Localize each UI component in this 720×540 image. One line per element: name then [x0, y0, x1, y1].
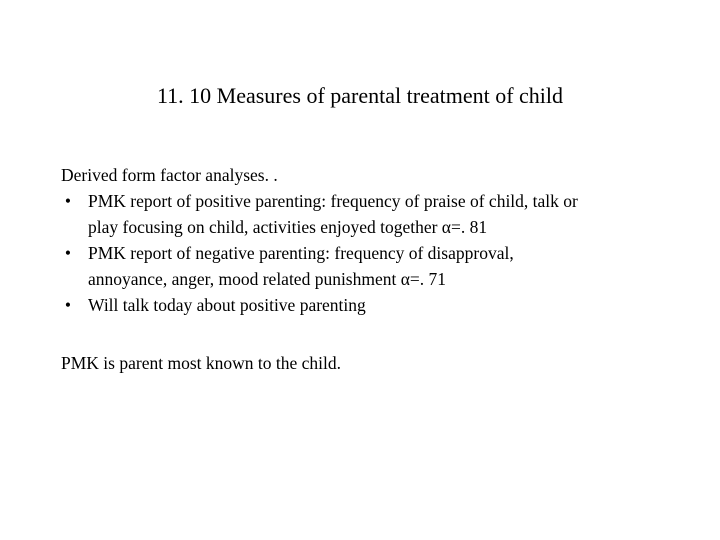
- footnote-text: PMK is parent most known to the child.: [61, 353, 341, 373]
- bullet-icon: •: [64, 295, 72, 315]
- bullet-icon: •: [64, 191, 72, 211]
- bullet-item-negative-parenting: [61, 240, 681, 292]
- bullet-item-talk-today: [61, 292, 681, 318]
- intro-text: Derived form factor analyses. .: [61, 165, 278, 185]
- slide-body: [61, 162, 681, 376]
- bullet-line: PMK report of positive parenting: frequency of praise of child, talk or: [88, 191, 578, 211]
- bullet-line: Will talk today about positive parenting: [88, 295, 366, 315]
- bullet-line: annoyance, anger, mood related punishment α=. 71: [88, 269, 447, 289]
- bullet-list: [61, 188, 681, 318]
- slide-title: 11. 10 Measures of parental treatment of child: [156, 83, 564, 108]
- bullet-line: PMK report of negative parenting: frequency of disapproval,: [88, 243, 514, 263]
- bullet-item-positive-parenting: [61, 188, 681, 240]
- bullet-icon: •: [64, 243, 72, 263]
- bullet-line: play focusing on child, activities enjoyed together α=. 81: [88, 217, 488, 237]
